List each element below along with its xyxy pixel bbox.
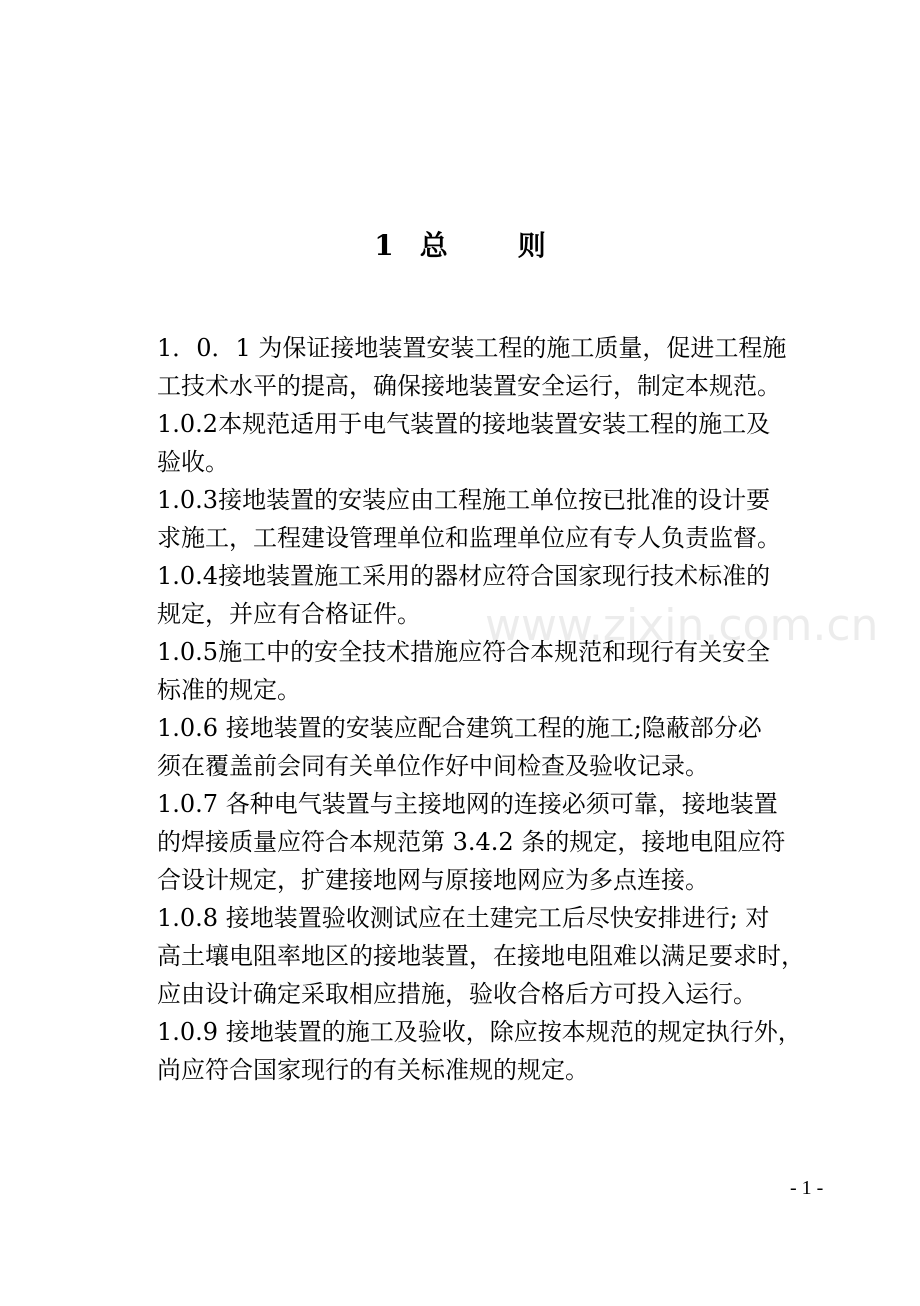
clause-line: 须在覆盖前会同有关单位作好中间检查及验收记录。	[157, 752, 709, 780]
clause-line: 的焊接质量应符合本规范第 3.4.2 条的规定，接地电阻应符	[157, 828, 786, 856]
clause-line: 尚应符合国家现行的有关标准规的规定。	[157, 1056, 589, 1084]
clause-line: 合设计规定，扩建接地网与原接地网应为多点连接。	[157, 866, 709, 894]
clause-line: 标准的规定。	[157, 676, 301, 704]
clause-line: 工技术水平的提高，确保接地装置安全运行，制定本规范。	[157, 372, 781, 400]
clause-1-0-1	[157, 329, 835, 405]
clause-line: 1.0.6 接地装置的安装应配合建筑工程的施工;隐蔽部分必	[157, 714, 762, 742]
chapter-title-word-2: 则	[517, 228, 546, 262]
clause-line: 高土壤电阻率地区的接地装置，在接地电阻难以满足要求时，	[157, 942, 805, 970]
clause-line: 1.0.5施工中的安全技术措施应符合本规范和现行有关安全	[157, 638, 771, 666]
page-number: - 1 -	[790, 1177, 824, 1199]
clause-line: 1.0.2本规范适用于电气装置的接地装置安装工程的施工及	[157, 410, 771, 438]
clause-line: 1.0.8 接地装置验收测试应在土建完工后尽快安排进行; 对	[157, 904, 770, 932]
clause-list	[157, 329, 835, 1089]
clause-line: 验收。	[157, 448, 229, 476]
clause-1-0-8	[157, 899, 835, 1013]
clause-line: 1.0.3接地装置的安装应由工程施工单位按已批准的设计要	[157, 486, 771, 514]
clause-1-0-7	[157, 785, 835, 899]
clause-line: 1.0.4接地装置施工采用的器材应符合国家现行技术标准的	[157, 562, 771, 590]
clause-line: 1.0.7 各种电气装置与主接地网的连接必须可靠，接地装置	[157, 790, 778, 818]
watermark: www.zixin.com.cn	[485, 600, 879, 651]
clause-1-0-4	[157, 557, 835, 633]
clause-line: 1．0．1 为保证接地装置安装工程的施工质量，促进工程施	[157, 334, 787, 362]
clause-1-0-3	[157, 481, 835, 557]
chapter-title	[0, 224, 920, 268]
clause-line: 求施工，工程建设管理单位和监理单位应有专人负责监督。	[157, 524, 781, 552]
clause-1-0-2	[157, 405, 835, 481]
clause-line: 应由设计确定采取相应措施，验收合格后方可投入运行。	[157, 980, 757, 1008]
clause-line: 1.0.9 接地装置的施工及验收，除应按本规范的规定执行外，	[157, 1018, 802, 1046]
chapter-title-word-1: 总	[419, 228, 448, 262]
clause-line: 规定，并应有合格证件。	[157, 600, 421, 628]
clause-1-0-6	[157, 709, 835, 785]
chapter-number: 1	[374, 228, 394, 262]
clause-1-0-9	[157, 1013, 835, 1089]
clause-1-0-5	[157, 633, 835, 709]
